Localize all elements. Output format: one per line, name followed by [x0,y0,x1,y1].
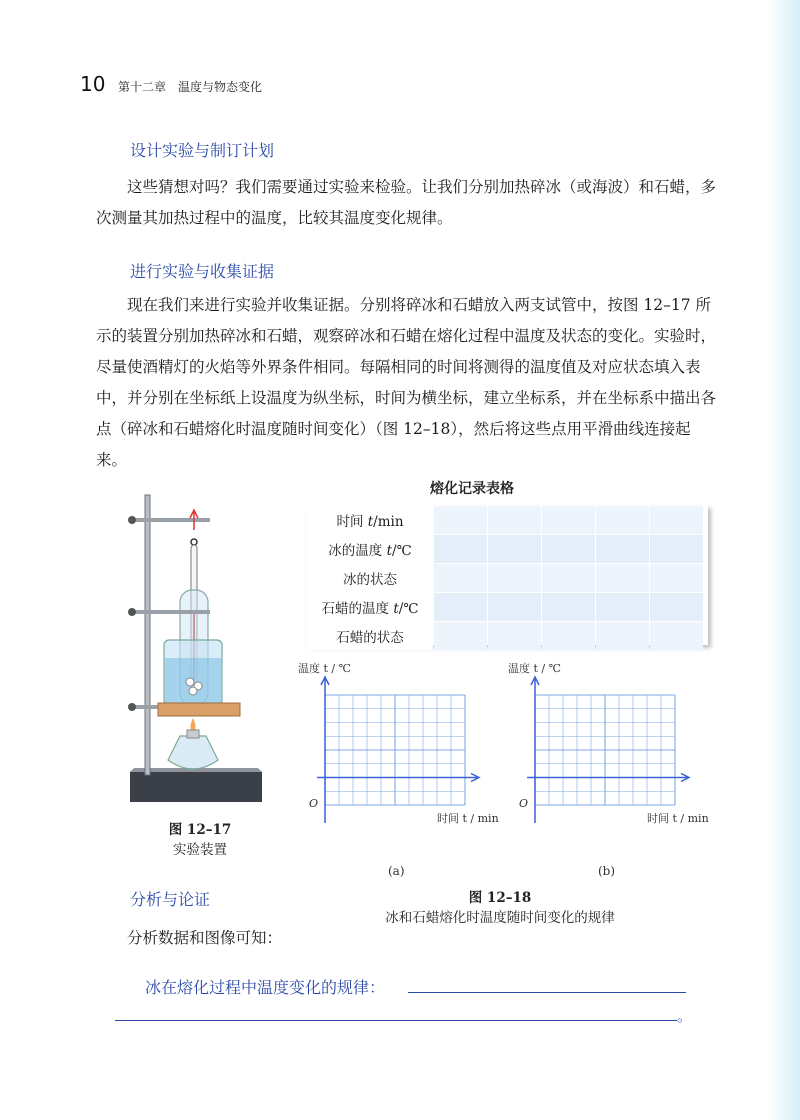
page-edge-gradient [766,0,800,1120]
fig-12-17-title: 实验装置 [173,842,227,858]
table-blank-cell[interactable] [542,622,595,650]
graph-b-y-label: 温度 t / ℃ [508,662,561,675]
table-blank-cell[interactable] [434,535,487,563]
table-blank-cell[interactable] [596,622,649,650]
table-blank-cell[interactable] [434,593,487,621]
table-row-label: 冰的温度 t/℃ [307,535,433,563]
graph-a-y-label: 温度 t / ℃ [298,662,351,675]
panel-a-label: (a) [388,864,405,878]
x-axis [317,774,479,782]
fig-12-18-number: 图 12–18 [468,890,532,906]
stand-base [130,772,262,802]
table-blank-cell[interactable] [488,535,541,563]
table-blank-cell[interactable] [488,506,541,534]
chapter-title: 第十二章 温度与物态变化 [118,80,263,94]
x-axis [527,774,689,782]
fig-12-17-number: 图 12–17 [168,822,232,838]
table-blank-cell[interactable] [650,593,703,621]
fig-12-17-caption [150,818,250,858]
table-blank-cell[interactable] [434,622,487,650]
paragraph-plan: 这些猜想对吗？我们需要通过实验来检验。让我们分别加热碎冰（或海波）和石蜡，多次测量其加热过程中的温度，比较其温度变化规律。 [96,178,717,227]
table-blank-cell[interactable] [650,506,703,534]
table-blank-cell[interactable] [596,535,649,563]
paragraph-experiment: 现在我们来进行实验并收集证据。分别将碎冰和石蜡放入两支试管中，按图 12–17 所示的装置分别加热碎冰和石蜡，观察碎冰和石蜡在熔化过程中温度及状态的变化。实验时，尽量使酒精灯的火焰等外界条件相同。每隔相同的时间将测得的温度值及对应状态填入表中，并分别在坐标纸上设温度为纵坐标，时间为横坐标，建立坐标系，并在坐标系中描出各点（碎冰和石蜡熔化时温度随时间变化）（图 12–18），然后将这些点用平滑曲线连接起来。 [96,296,717,469]
table-row-label: 冰的状态 [307,564,433,592]
heading-analysis: 分析与论证 [130,890,211,909]
melting-record-table [306,505,704,651]
end-mark: 。 [677,1007,693,1025]
answer-blank-1[interactable] [408,992,686,993]
grid-lines [325,695,465,805]
table-row-label: 时间 t/min [307,506,433,534]
table-blank-cell[interactable] [488,564,541,592]
stand-rod [145,495,150,775]
table-row-label: 石蜡的温度 t/℃ [307,593,433,621]
table-blank-cell[interactable] [596,506,649,534]
table-blank-cell[interactable] [488,622,541,650]
graph-b-origin: O [519,797,529,810]
grid-lines [535,695,675,805]
table-blank-cell[interactable] [542,564,595,592]
middle-clamp-arm [130,610,210,614]
table-row [307,535,703,563]
table-blank-cell[interactable] [650,564,703,592]
graph-pair [290,655,720,830]
table-row [307,622,703,650]
paragraph-analysis: 分析数据和图像可知： [127,929,283,947]
heading-plan: 设计实验与制订计划 [130,141,275,160]
fig-12-18-title: 冰和石蜡熔化时温度随时间变化的规律 [385,910,615,926]
table-title: 熔化记录表格 [430,481,514,497]
alcohol-lamp [168,736,218,769]
table-blank-cell[interactable] [542,593,595,621]
apparatus-illustration [118,490,268,815]
table-blank-cell[interactable] [596,593,649,621]
table-row [307,564,703,592]
table-row [307,506,703,534]
table-blank-cell[interactable] [596,564,649,592]
table-row-label: 石蜡的状态 [307,622,433,650]
asbestos-gauze [158,703,240,716]
table-blank-cell[interactable] [650,535,703,563]
answer-blank-2[interactable] [115,1020,677,1021]
table-blank-cell[interactable] [542,506,595,534]
table-blank-cell[interactable] [542,535,595,563]
table-blank-cell[interactable] [488,593,541,621]
table-blank-cell[interactable] [434,564,487,592]
fig-12-18-caption [340,886,660,926]
heading-experiment: 进行实验与收集证据 [130,262,275,281]
graph-b [527,677,689,823]
graph-b-x-label: 时间 t / min [647,812,709,825]
graph-a-x-label: 时间 t / min [437,812,499,825]
table-blank-cell[interactable] [434,506,487,534]
page-number: 10 [80,72,106,96]
table-row [307,593,703,621]
panel-b-label: (b) [598,864,616,878]
prompt-ice-melting: 冰在熔化过程中温度变化的规律： [145,978,386,997]
graph-a [317,677,479,823]
graph-a-origin: O [309,797,319,810]
upper-clamp-arm [130,518,210,522]
table-blank-cell[interactable] [650,622,703,650]
